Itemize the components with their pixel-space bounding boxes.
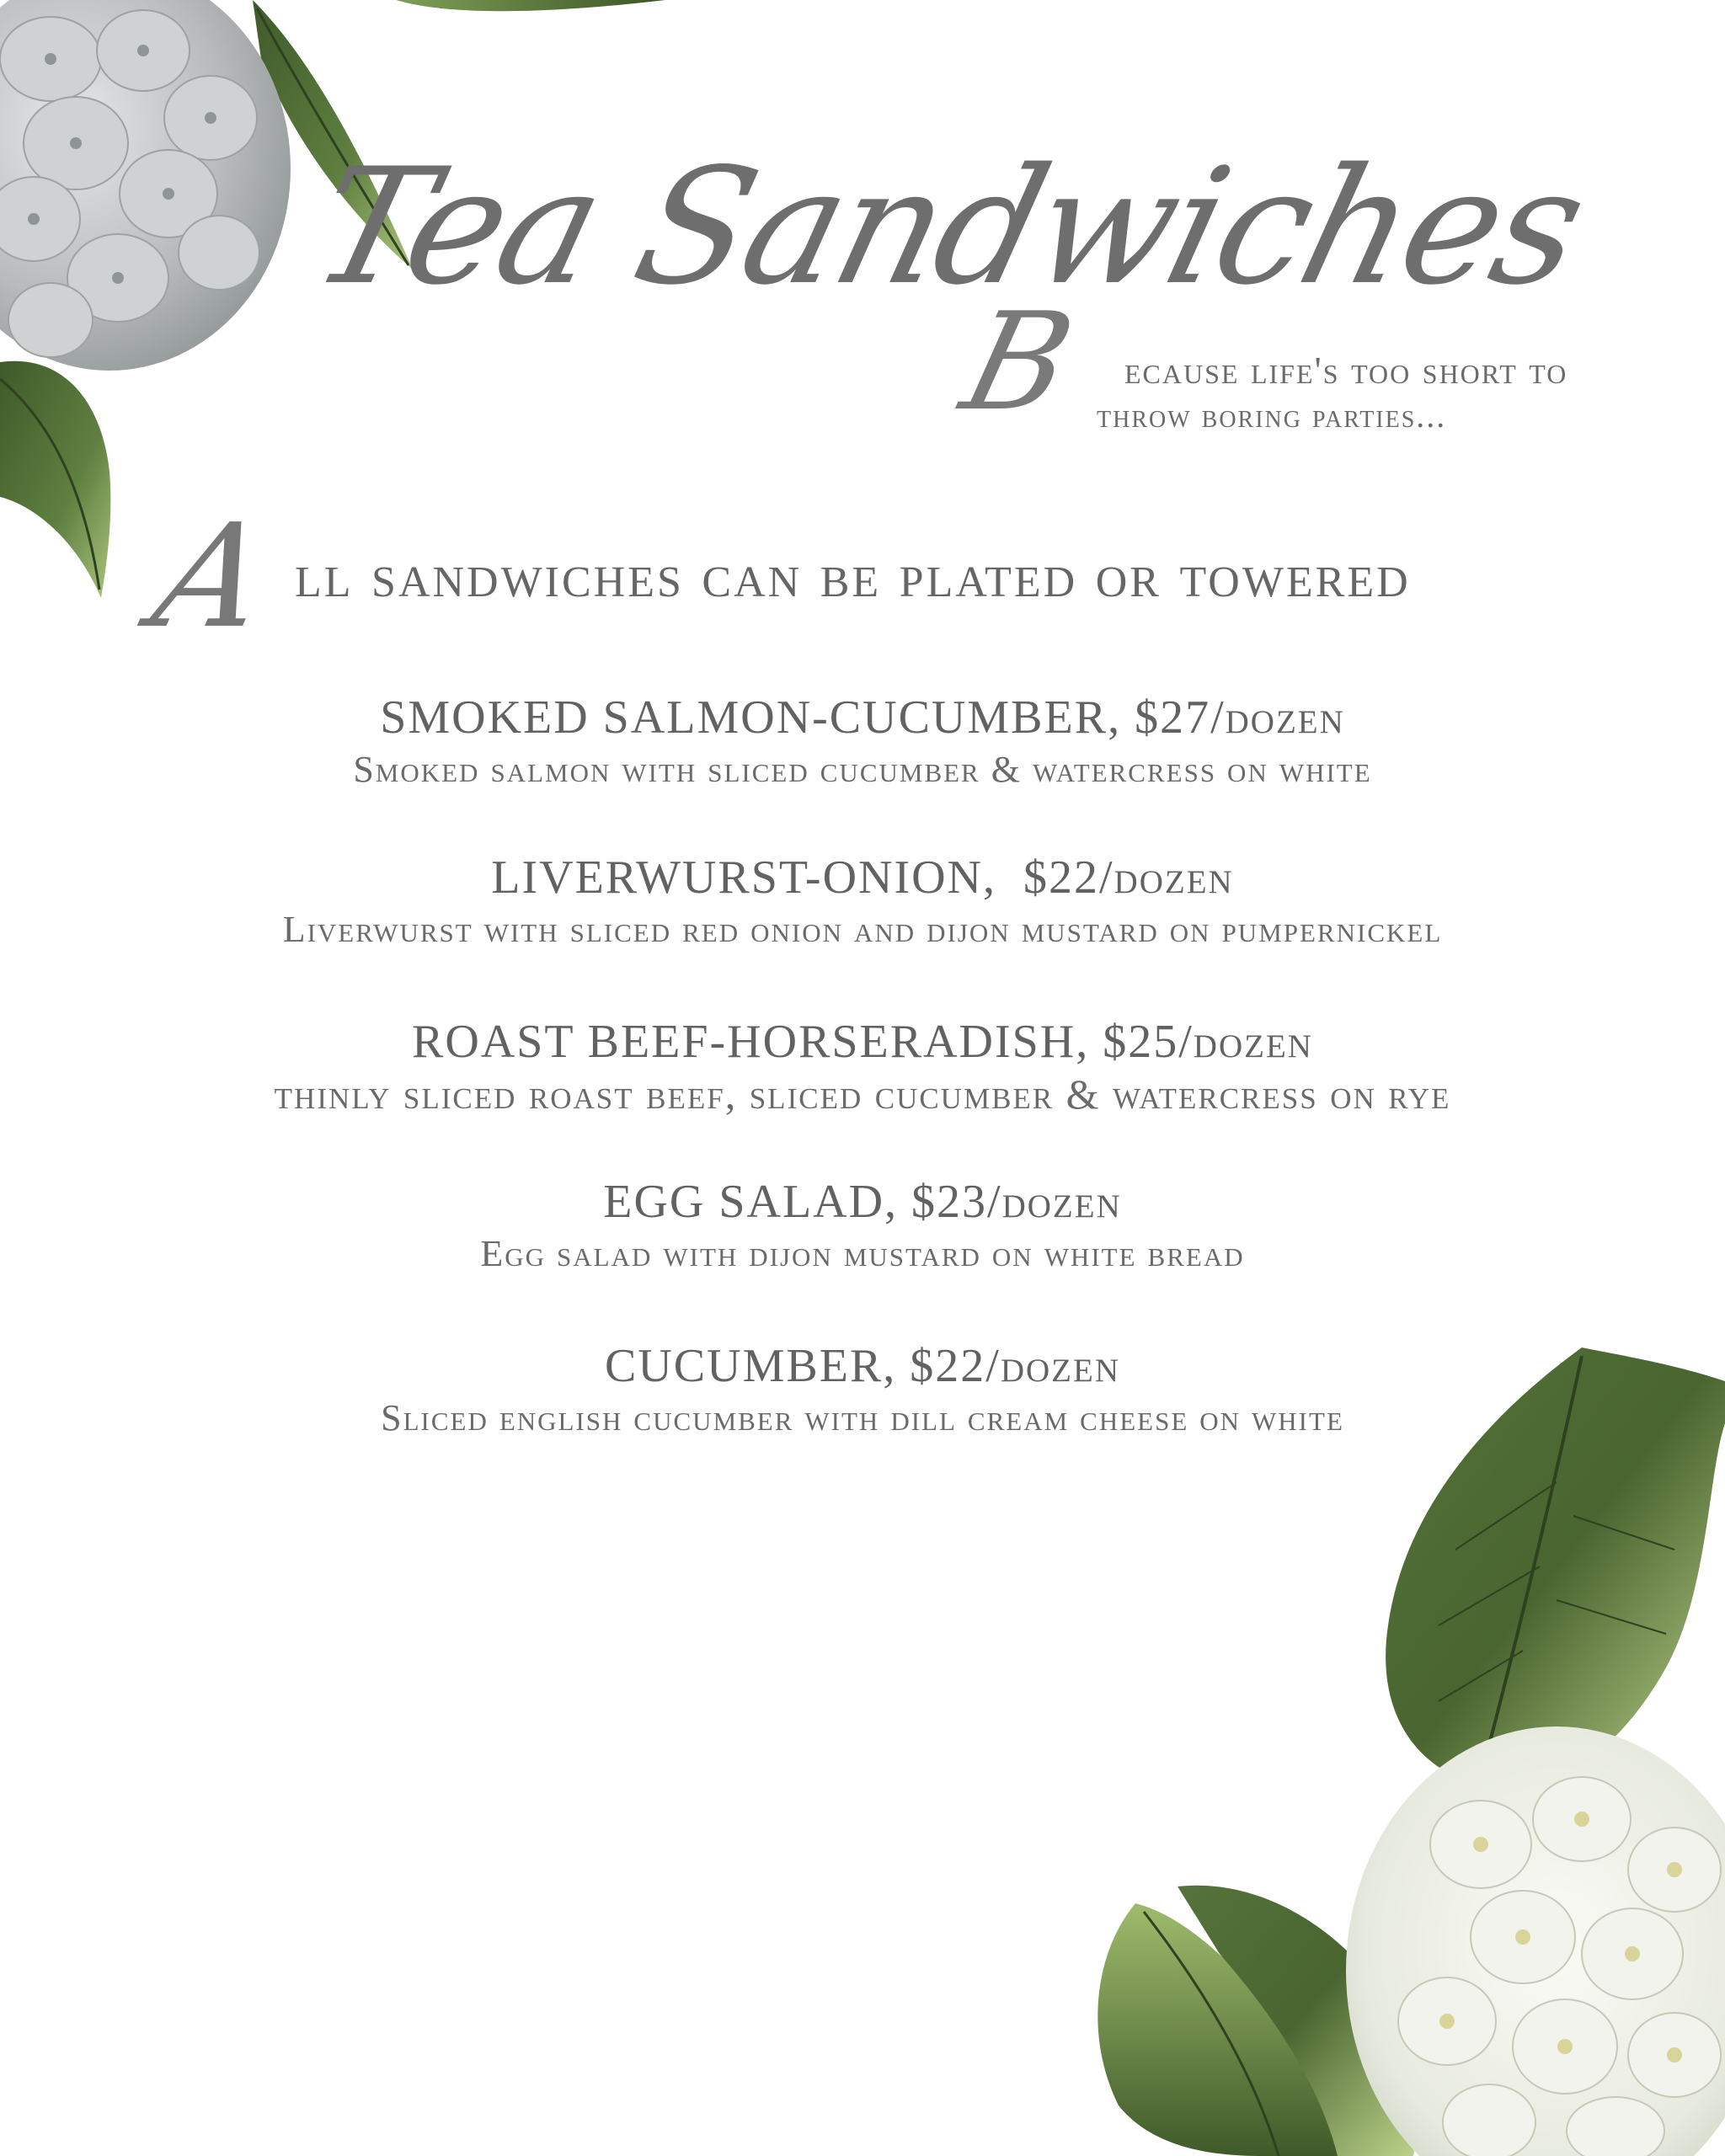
menu-item-description: thinly sliced roast beef, sliced cucumber & watercress on rye bbox=[274, 1070, 1451, 1118]
menu-item bbox=[0, 691, 1725, 793]
menu-item-heading bbox=[0, 851, 1725, 905]
menu-item bbox=[0, 1015, 1725, 1118]
subheading-text: ll sandwiches can be plated or towered bbox=[295, 542, 1411, 611]
menu-item-name: SMOKED SALMON-CUCUMBER, bbox=[380, 691, 1135, 744]
menu-item-heading bbox=[0, 691, 1725, 744]
menu-item-description: Liverwurst with sliced red onion and dijon mustard on pumpernickel bbox=[282, 909, 1443, 950]
subheading bbox=[126, 494, 1609, 660]
menu-item-name: CUCUMBER, bbox=[605, 1340, 911, 1392]
menu-item-description: Smoked salmon with sliced cucumber & watercress on white bbox=[353, 749, 1372, 790]
menu-item bbox=[0, 1339, 1725, 1442]
tagline-line-1: ecause life's too short to bbox=[1124, 349, 1568, 392]
menu-item-name: LIVERWURST-ONION, bbox=[491, 851, 1023, 904]
menu-item-heading bbox=[0, 1015, 1725, 1069]
tagline-drop-cap: B bbox=[948, 283, 1088, 440]
menu-item-heading bbox=[0, 1339, 1725, 1393]
menu-item bbox=[0, 851, 1725, 953]
menu-item-heading bbox=[0, 1175, 1725, 1229]
tagline bbox=[948, 283, 1659, 451]
menu-item-price: $22/dozen bbox=[1023, 851, 1234, 904]
menu-item-description: Sliced english cucumber with dill cream cheese on white bbox=[381, 1397, 1344, 1438]
menu-item-price: $22/dozen bbox=[910, 1340, 1120, 1392]
hydrangea-bottom-right-icon bbox=[1085, 1348, 1725, 2156]
menu-item-price: $23/dozen bbox=[911, 1176, 1122, 1228]
menu-item bbox=[0, 1175, 1725, 1278]
menu-item-description: Egg salad with dijon mustard on white bread bbox=[480, 1233, 1245, 1274]
subheading-drop-cap: A bbox=[139, 494, 285, 660]
page-title: Tea Sandwiches bbox=[296, 134, 1600, 320]
menu-item-price: $25/dozen bbox=[1103, 1016, 1313, 1068]
menu-item-name: EGG SALAD, bbox=[603, 1176, 912, 1228]
menu-item-price: $27/dozen bbox=[1135, 691, 1345, 744]
tagline-line-2: throw boring parties... bbox=[1097, 397, 1447, 435]
menu-item-name: ROAST BEEF-HORSERADISH, bbox=[412, 1016, 1103, 1068]
